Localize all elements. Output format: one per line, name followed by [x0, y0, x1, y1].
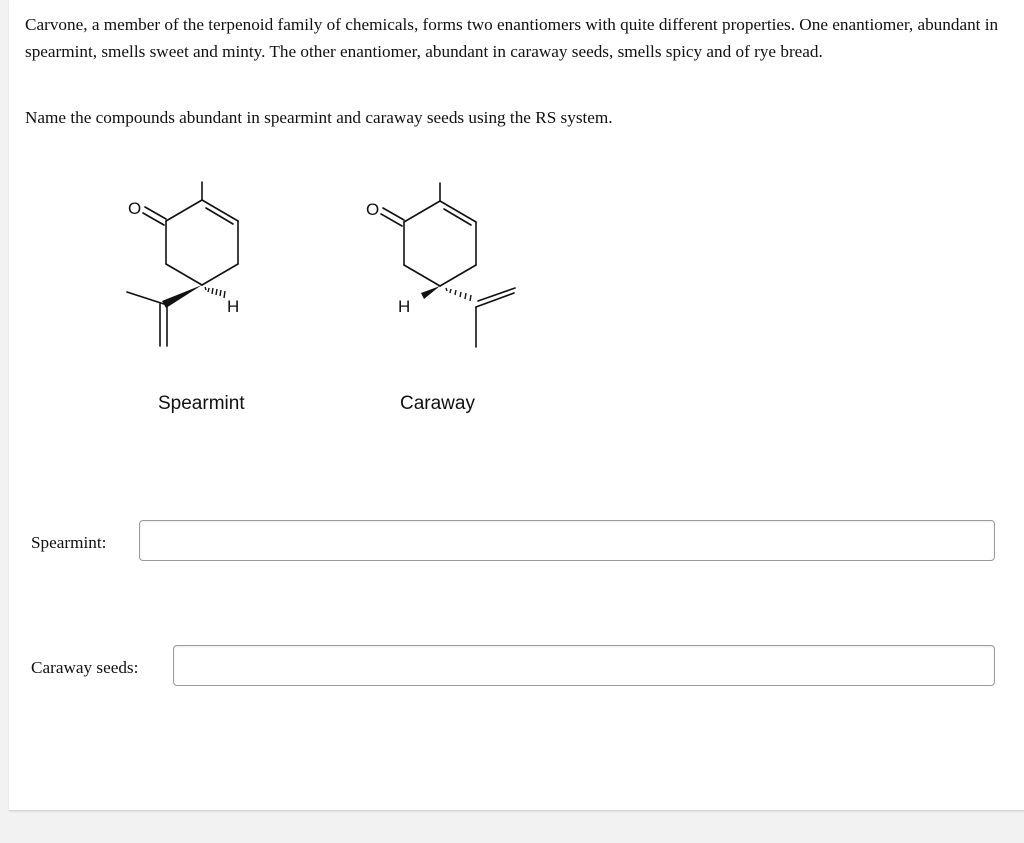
hydrogen-atom: H	[398, 297, 411, 316]
hashed-bond	[446, 288, 471, 301]
caraway-caption: Caraway	[400, 393, 475, 414]
hydrogen-atom: H	[227, 297, 240, 316]
spearmint-caption: Spearmint	[158, 393, 245, 414]
caraway-answer-label: Caraway seeds:	[31, 658, 139, 677]
spearmint-answer-input[interactable]	[139, 520, 995, 561]
oxygen-atom: O	[366, 200, 380, 219]
problem-question: Name the compounds abundant in spearmint and caraway seeds using the RS system.	[25, 108, 613, 127]
caraway-answer-input[interactable]	[173, 645, 995, 686]
problem-intro: Carvone, a member of the terpenoid family of chemicals, forms two enantiomers with quite different properties. One enantiomer, abundant in spearmint, smells sweet and minty. The other enantiomer, abundant in caraway seeds, smells spicy and of rye bread.	[25, 15, 999, 61]
spearmint-answer-label: Spearmint:	[31, 533, 107, 552]
oxygen-atom: O	[128, 199, 142, 218]
